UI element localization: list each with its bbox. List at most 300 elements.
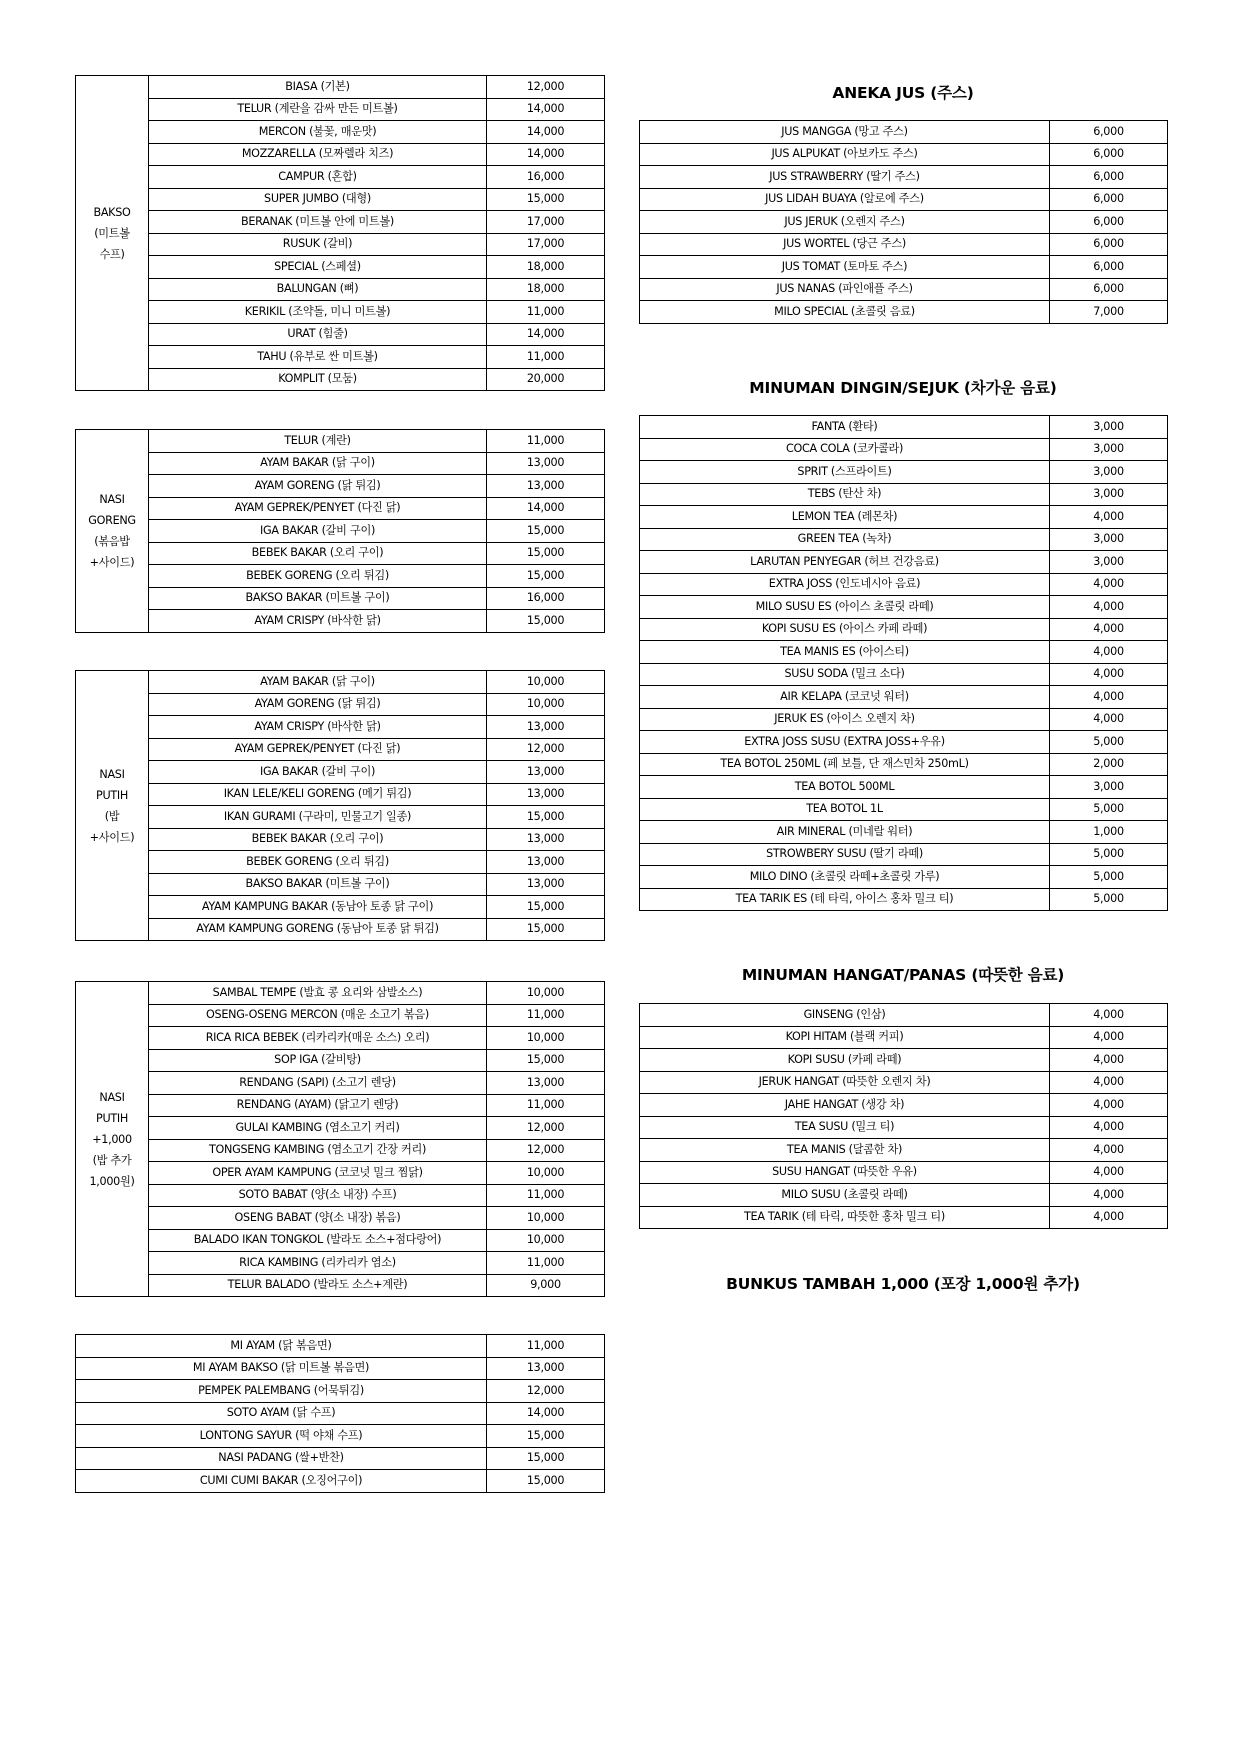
drink-name: TEA BOTOL 250ML (페 보틀, 단 재스민차 250mL) [640, 753, 1050, 776]
item-price: 20,000 [487, 368, 605, 391]
item-name: BALADO IKAN TONGKOL (발라도 소스+점다랑어) [149, 1229, 487, 1252]
drink-name: SUSU HANGAT (따뜻한 우유) [640, 1161, 1050, 1184]
item-name: AYAM CRISPY (바삭한 닭) [149, 610, 487, 633]
table-row [640, 888, 1168, 911]
item-name: IGA BAKAR (갈비 구이) [149, 520, 487, 543]
drink-name: MILO SUSU (초콜릿 라떼) [640, 1184, 1050, 1207]
table-row [640, 166, 1168, 189]
item-price: 13,000 [487, 783, 605, 806]
table-row [76, 497, 605, 520]
drink-name: AIR MINERAL (미네랄 워터) [640, 821, 1050, 844]
item-name: AYAM GORENG (닭 튀김) [149, 693, 487, 716]
table-row [76, 896, 605, 919]
table-row [640, 1206, 1168, 1229]
item-name: MI AYAM BAKSO (닭 미트볼 볶음면) [76, 1357, 487, 1380]
table-row [640, 551, 1168, 574]
item-name: MI AYAM (닭 볶음면) [76, 1335, 487, 1358]
table-row [76, 610, 605, 633]
item-price: 13,000 [487, 475, 605, 498]
drink-price: 6,000 [1050, 233, 1168, 256]
drink-price: 4,000 [1050, 708, 1168, 731]
item-price: 11,000 [487, 346, 605, 369]
table-row [76, 1229, 605, 1252]
table-row [640, 121, 1168, 144]
drink-name: TEA TARIK ES (테 타릭, 아이스 홍차 밀크 티) [640, 888, 1050, 911]
item-price: 13,000 [487, 1072, 605, 1095]
drink-price: 6,000 [1050, 278, 1168, 301]
table-row [76, 1004, 605, 1027]
item-name: IKAN GURAMI (구라미, 민물고기 일종) [149, 806, 487, 829]
item-price: 16,000 [487, 587, 605, 610]
table-row [76, 1402, 605, 1425]
drink-name: TEA MANIS ES (아이스티) [640, 641, 1050, 664]
table-row [76, 1072, 605, 1095]
item-price: 12,000 [487, 76, 605, 99]
item-name: NASI PADANG (쌀+반찬) [76, 1447, 487, 1470]
drink-price: 4,000 [1050, 663, 1168, 686]
item-name: AYAM GEPREK/PENYET (다진 닭) [149, 738, 487, 761]
table-row [76, 1447, 605, 1470]
table-row [640, 506, 1168, 529]
item-name: BEBEK GORENG (오리 튀김) [149, 851, 487, 874]
item-name: KERIKIL (조약돌, 미니 미트볼) [149, 301, 487, 324]
drink-name: JUS JERUK (오렌지 주스) [640, 211, 1050, 234]
item-name: BIASA (기본) [149, 76, 487, 99]
drink-price: 3,000 [1050, 776, 1168, 799]
drink-name: JUS WORTEL (당근 주스) [640, 233, 1050, 256]
item-name: IGA BAKAR (갈비 구이) [149, 761, 487, 784]
item-price: 10,000 [487, 1162, 605, 1185]
table-row [640, 143, 1168, 166]
drink-name: MILO SPECIAL (초콜릿 음료) [640, 301, 1050, 324]
table-row [640, 731, 1168, 754]
category-label: NASI PUTIH (밥 +사이드) [76, 671, 149, 941]
item-price: 15,000 [487, 542, 605, 565]
item-price: 14,000 [487, 497, 605, 520]
item-name: AYAM CRISPY (바삭한 닭) [149, 716, 487, 739]
drink-name: EXTRA JOSS SUSU (EXTRA JOSS+우유) [640, 731, 1050, 754]
item-name: MERCON (불꽃, 매운맛) [149, 121, 487, 144]
table-row [640, 188, 1168, 211]
drink-price: 4,000 [1050, 641, 1168, 664]
drink-price: 6,000 [1050, 188, 1168, 211]
table-row [76, 166, 605, 189]
item-price: 10,000 [487, 1229, 605, 1252]
item-price: 13,000 [487, 1357, 605, 1380]
drink-name: JUS MANGGA (망고 주스) [640, 121, 1050, 144]
table-row [640, 573, 1168, 596]
drink-price: 6,000 [1050, 166, 1168, 189]
item-name: CAMPUR (혼합) [149, 166, 487, 189]
nasi-putih-extra-menu-table [75, 981, 605, 1297]
table-row [640, 1139, 1168, 1162]
drink-name: STROWBERY SUSU (딸기 라떼) [640, 843, 1050, 866]
drink-name: JUS NANAS (파인애플 주스) [640, 278, 1050, 301]
other-dishes-menu-table [75, 1334, 605, 1493]
table-row [76, 828, 605, 851]
table-row [76, 671, 605, 694]
table-row [76, 565, 605, 588]
drink-price: 5,000 [1050, 843, 1168, 866]
drink-price: 3,000 [1050, 483, 1168, 506]
item-price: 11,000 [487, 430, 605, 453]
item-name: IKAN LELE/KELI GORENG (메기 튀김) [149, 783, 487, 806]
item-name: AYAM GORENG (닭 튀김) [149, 475, 487, 498]
drink-name: KOPI SUSU ES (아이스 카페 라떼) [640, 618, 1050, 641]
item-price: 10,000 [487, 693, 605, 716]
item-name: SUPER JUMBO (대형) [149, 188, 487, 211]
table-row [76, 738, 605, 761]
drink-price: 6,000 [1050, 143, 1168, 166]
table-row [76, 587, 605, 610]
item-name: AYAM KAMPUNG BAKAR (동남아 토종 닭 구이) [149, 896, 487, 919]
item-price: 10,000 [487, 671, 605, 694]
item-price: 12,000 [487, 1139, 605, 1162]
table-row [76, 1380, 605, 1403]
table-row [640, 663, 1168, 686]
item-name: RENDANG (SAPI) (소고기 렌당) [149, 1072, 487, 1095]
table-row [76, 761, 605, 784]
item-name: OSENG-OSENG MERCON (매운 소고기 볶음) [149, 1004, 487, 1027]
item-name: RICA RICA BEBEK (리카리카(매운 소스) 오리) [149, 1027, 487, 1050]
drink-price: 4,000 [1050, 618, 1168, 641]
item-name: PEMPEK PALEMBANG (어묵튀김) [76, 1380, 487, 1403]
item-name: TELUR (계란) [149, 430, 487, 453]
table-row [76, 716, 605, 739]
drink-name: JERUK ES (아이스 오렌지 차) [640, 708, 1050, 731]
drink-name: EXTRA JOSS (인도네시아 음료) [640, 573, 1050, 596]
nasi-putih-menu-table [75, 670, 605, 941]
drink-name: JERUK HANGAT (따뜻한 오렌지 차) [640, 1071, 1050, 1094]
table-row [640, 618, 1168, 641]
table-row [76, 1162, 605, 1185]
item-name: MOZZARELLA (모짜렐라 치즈) [149, 143, 487, 166]
drink-price: 4,000 [1050, 1094, 1168, 1117]
drink-name: LARUTAN PENYEGAR (허브 건강음료) [640, 551, 1050, 574]
table-row [640, 866, 1168, 889]
drink-price: 2,000 [1050, 753, 1168, 776]
table-row [76, 1094, 605, 1117]
item-price: 11,000 [487, 301, 605, 324]
drink-price: 4,000 [1050, 1071, 1168, 1094]
item-name: OSENG BABAT (양(소 내장) 볶음) [149, 1207, 487, 1230]
takeaway-note: BUNKUS TAMBAH 1,000 (포장 1,000원 추가) [726, 1275, 1080, 1293]
table-row [76, 1049, 605, 1072]
item-price: 15,000 [487, 1470, 605, 1493]
drink-name: JAHE HANGAT (생강 차) [640, 1094, 1050, 1117]
table-row [76, 323, 605, 346]
table-row [76, 873, 605, 896]
drink-name: KOPI SUSU (카페 라떼) [640, 1049, 1050, 1072]
drink-name: MILO SUSU ES (아이스 초콜릿 라떼) [640, 596, 1050, 619]
table-row [640, 753, 1168, 776]
item-name: GULAI KAMBING (염소고기 커리) [149, 1117, 487, 1140]
drink-name: JUS STRAWBERRY (딸기 주스) [640, 166, 1050, 189]
table-row [640, 461, 1168, 484]
table-row [640, 211, 1168, 234]
drink-price: 4,000 [1050, 1139, 1168, 1162]
drink-name: AIR KELAPA (코코넛 워터) [640, 686, 1050, 709]
item-price: 15,000 [487, 1447, 605, 1470]
table-row [76, 783, 605, 806]
item-name: AYAM GEPREK/PENYET (다진 닭) [149, 497, 487, 520]
drink-price: 3,000 [1050, 461, 1168, 484]
item-name: BAKSO BAKAR (미트볼 구이) [149, 587, 487, 610]
table-row [640, 821, 1168, 844]
table-row [76, 1357, 605, 1380]
table-row [76, 233, 605, 256]
item-price: 14,000 [487, 323, 605, 346]
item-price: 12,000 [487, 738, 605, 761]
table-row [640, 438, 1168, 461]
item-price: 13,000 [487, 716, 605, 739]
item-name: BEBEK BAKAR (오리 구이) [149, 828, 487, 851]
table-row [640, 1116, 1168, 1139]
table-row [76, 278, 605, 301]
drink-price: 1,000 [1050, 821, 1168, 844]
item-name: SOTO BABAT (양(소 내장) 수프) [149, 1184, 487, 1207]
item-name: LONTONG SAYUR (떡 야채 수프) [76, 1425, 487, 1448]
item-name: RENDANG (AYAM) (닭고기 렌당) [149, 1094, 487, 1117]
table-row [76, 1252, 605, 1275]
drink-name: MILO DINO (초콜릿 라떼+초콜릿 가루) [640, 866, 1050, 889]
item-price: 15,000 [487, 610, 605, 633]
drink-price: 4,000 [1050, 686, 1168, 709]
drink-name: SUSU SODA (밀크 소다) [640, 663, 1050, 686]
item-price: 13,000 [487, 851, 605, 874]
item-name: AYAM BAKAR (닭 구이) [149, 671, 487, 694]
table-row [640, 416, 1168, 439]
item-name: KOMPLIT (모둠) [149, 368, 487, 391]
aneka-jus-heading: ANEKA JUS (주스) [832, 84, 974, 102]
minuman-dingin-table [639, 415, 1168, 911]
drink-price: 4,000 [1050, 1161, 1168, 1184]
drink-price: 4,000 [1050, 1004, 1168, 1027]
drink-name: KOPI HITAM (블랙 커피) [640, 1026, 1050, 1049]
item-name: OPER AYAM KAMPUNG (코코넛 밀크 찜닭) [149, 1162, 487, 1185]
drink-name: JUS LIDAH BUAYA (알로에 주스) [640, 188, 1050, 211]
item-price: 15,000 [487, 806, 605, 829]
drink-price: 4,000 [1050, 1206, 1168, 1229]
table-row [640, 301, 1168, 324]
drink-name: FANTA (환타) [640, 416, 1050, 439]
table-row [640, 1161, 1168, 1184]
item-price: 16,000 [487, 166, 605, 189]
drink-price: 3,000 [1050, 551, 1168, 574]
table-row [76, 475, 605, 498]
drink-name: GINSENG (인삼) [640, 1004, 1050, 1027]
table-row [76, 1027, 605, 1050]
item-price: 17,000 [487, 233, 605, 256]
item-price: 11,000 [487, 1252, 605, 1275]
item-price: 13,000 [487, 452, 605, 475]
item-name: RUSUK (갈비) [149, 233, 487, 256]
item-name: AYAM KAMPUNG GORENG (동남아 토종 닭 튀김) [149, 918, 487, 941]
drink-name: GREEN TEA (녹차) [640, 528, 1050, 551]
table-row [76, 542, 605, 565]
drink-name: TEA TARIK (테 타릭, 따뜻한 홍차 밀크 티) [640, 1206, 1050, 1229]
table-row [76, 1139, 605, 1162]
item-price: 15,000 [487, 896, 605, 919]
item-name: BAKSO BAKAR (미트볼 구이) [149, 873, 487, 896]
drink-price: 3,000 [1050, 528, 1168, 551]
item-price: 15,000 [487, 520, 605, 543]
item-price: 11,000 [487, 1094, 605, 1117]
table-row [76, 430, 605, 453]
drink-price: 5,000 [1050, 866, 1168, 889]
item-price: 14,000 [487, 121, 605, 144]
item-name: CUMI CUMI BAKAR (오징어구이) [76, 1470, 487, 1493]
item-price: 10,000 [487, 1027, 605, 1050]
table-row [76, 851, 605, 874]
table-row [76, 1184, 605, 1207]
table-row [640, 1049, 1168, 1072]
bakso-menu-table [75, 75, 605, 391]
table-row [640, 708, 1168, 731]
table-row [76, 121, 605, 144]
table-row [76, 1117, 605, 1140]
drink-name: TEA MANIS (달콤한 차) [640, 1139, 1050, 1162]
drink-price: 5,000 [1050, 888, 1168, 911]
item-price: 10,000 [487, 1207, 605, 1230]
drink-price: 4,000 [1050, 506, 1168, 529]
item-price: 13,000 [487, 828, 605, 851]
item-price: 15,000 [487, 1425, 605, 1448]
item-name: TELUR (계란을 감싸 만든 미트볼) [149, 98, 487, 121]
drink-name: TEA BOTOL 1L [640, 798, 1050, 821]
drink-price: 4,000 [1050, 1184, 1168, 1207]
drink-price: 4,000 [1050, 1116, 1168, 1139]
table-row [76, 98, 605, 121]
table-row [640, 686, 1168, 709]
drink-name: SPRIT (스프라이트) [640, 461, 1050, 484]
drink-name: JUS TOMAT (토마토 주스) [640, 256, 1050, 279]
item-name: SOTO AYAM (닭 수프) [76, 1402, 487, 1425]
table-row [640, 776, 1168, 799]
drink-price: 4,000 [1050, 573, 1168, 596]
drink-name: COCA COLA (코카콜라) [640, 438, 1050, 461]
table-row [76, 346, 605, 369]
item-price: 15,000 [487, 188, 605, 211]
item-name: RICA KAMBING (리카리카 염소) [149, 1252, 487, 1275]
drink-price: 7,000 [1050, 301, 1168, 324]
item-price: 18,000 [487, 256, 605, 279]
table-row [640, 596, 1168, 619]
table-row [640, 843, 1168, 866]
table-row [76, 452, 605, 475]
table-row [640, 1071, 1168, 1094]
table-row [76, 918, 605, 941]
item-name: URAT (힘줄) [149, 323, 487, 346]
nasi-goreng-menu-table [75, 429, 605, 633]
table-row [640, 528, 1168, 551]
category-label: NASI PUTIH +1,000 (밥 추가 1,000원) [76, 982, 149, 1297]
category-label: BAKSO (미트볼 수프) [76, 76, 149, 391]
drink-price: 3,000 [1050, 416, 1168, 439]
table-row [76, 1274, 605, 1297]
drink-price: 5,000 [1050, 731, 1168, 754]
table-row [640, 1004, 1168, 1027]
drink-name: TEBS (탄산 차) [640, 483, 1050, 506]
drink-price: 4,000 [1050, 1026, 1168, 1049]
item-price: 11,000 [487, 1004, 605, 1027]
item-price: 15,000 [487, 565, 605, 588]
item-name: BERANAK (미트볼 안에 미트볼) [149, 211, 487, 234]
item-name: BALUNGAN (뼈) [149, 278, 487, 301]
drink-price: 4,000 [1050, 596, 1168, 619]
drink-price: 6,000 [1050, 256, 1168, 279]
drink-price: 6,000 [1050, 211, 1168, 234]
table-row [640, 1184, 1168, 1207]
item-price: 12,000 [487, 1380, 605, 1403]
item-price: 18,000 [487, 278, 605, 301]
item-name: TONGSENG KAMBING (염소고기 간장 커리) [149, 1139, 487, 1162]
drink-name: TEA SUSU (밀크 티) [640, 1116, 1050, 1139]
item-price: 14,000 [487, 1402, 605, 1425]
item-price: 14,000 [487, 143, 605, 166]
item-name: TAHU (유부로 싼 미트볼) [149, 346, 487, 369]
item-price: 15,000 [487, 1049, 605, 1072]
table-row [76, 1207, 605, 1230]
table-row [76, 1425, 605, 1448]
category-label: NASI GORENG (볶음밥 +사이드) [76, 430, 149, 633]
table-row [640, 1026, 1168, 1049]
table-row [76, 806, 605, 829]
item-price: 11,000 [487, 1184, 605, 1207]
drink-price: 4,000 [1050, 1049, 1168, 1072]
table-row [76, 188, 605, 211]
item-price: 17,000 [487, 211, 605, 234]
table-row [76, 982, 605, 1005]
item-price: 12,000 [487, 1117, 605, 1140]
table-row [76, 368, 605, 391]
item-name: TELUR BALADO (발라도 소스+계란) [149, 1274, 487, 1297]
minuman-hangat-table [639, 1003, 1168, 1229]
minuman-dingin-heading: MINUMAN DINGIN/SEJUK (차가운 음료) [749, 379, 1057, 397]
table-row [76, 1335, 605, 1358]
table-row [76, 256, 605, 279]
aneka-jus-table [639, 120, 1168, 324]
item-name: SPECIAL (스페셜) [149, 256, 487, 279]
drink-price: 5,000 [1050, 798, 1168, 821]
drink-name: JUS ALPUKAT (아보카도 주스) [640, 143, 1050, 166]
table-row [640, 1094, 1168, 1117]
item-name: BEBEK GORENG (오리 튀김) [149, 565, 487, 588]
item-name: SAMBAL TEMPE (발효 콩 요리와 삼발소스) [149, 982, 487, 1005]
table-row [640, 641, 1168, 664]
item-name: BEBEK BAKAR (오리 구이) [149, 542, 487, 565]
table-row [76, 520, 605, 543]
item-price: 13,000 [487, 873, 605, 896]
item-price: 15,000 [487, 918, 605, 941]
table-row [76, 1470, 605, 1493]
item-price: 14,000 [487, 98, 605, 121]
item-price: 11,000 [487, 1335, 605, 1358]
table-row [640, 798, 1168, 821]
drink-name: LEMON TEA (레몬차) [640, 506, 1050, 529]
table-row [640, 278, 1168, 301]
table-row [76, 211, 605, 234]
drink-price: 3,000 [1050, 438, 1168, 461]
drink-price: 6,000 [1050, 121, 1168, 144]
minuman-hangat-heading: MINUMAN HANGAT/PANAS (따뜻한 음료) [741, 966, 1065, 984]
item-price: 10,000 [487, 982, 605, 1005]
item-price: 13,000 [487, 761, 605, 784]
table-row [640, 256, 1168, 279]
table-row [76, 143, 605, 166]
table-row [76, 76, 605, 99]
item-price: 9,000 [487, 1274, 605, 1297]
